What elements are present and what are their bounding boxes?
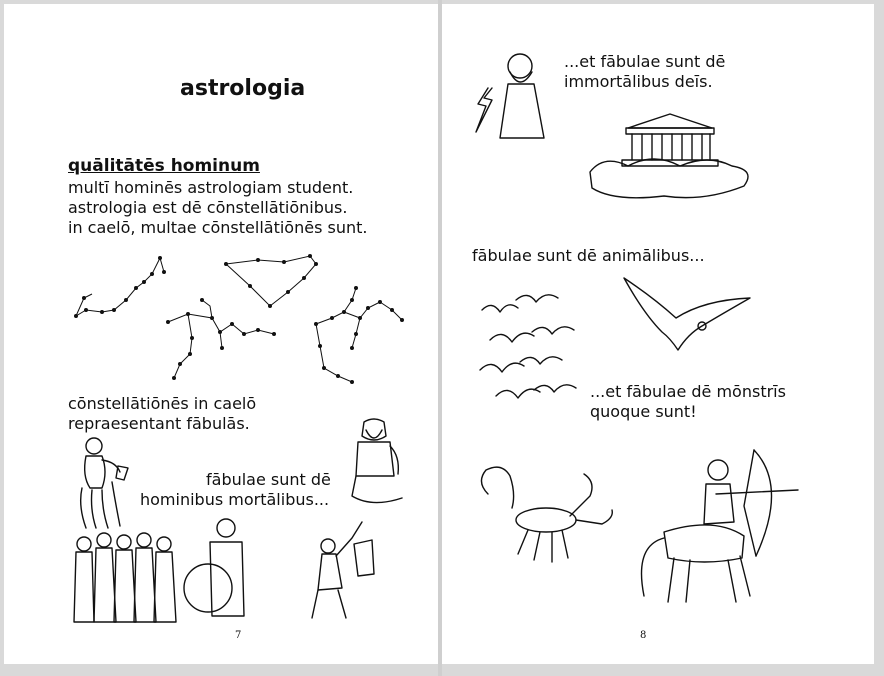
water-bearer-icon: [72, 436, 132, 532]
warrior-with-club-icon: [302, 518, 386, 622]
group-of-women-icon: [70, 530, 180, 626]
intro-line-1: multī hominēs astrologiam student.: [68, 178, 354, 197]
mortal-line-2: hominibus mortālibus...: [140, 490, 330, 509]
centaur-archer-icon: [624, 446, 802, 606]
page-title: astrologia: [180, 76, 306, 101]
right-page: [442, 4, 874, 664]
page-number-right: 8: [640, 630, 647, 641]
eagle-icon: [614, 274, 758, 364]
sagittarius-constellation-icon: [308, 282, 408, 386]
scorpius-constellation-icon: [64, 254, 174, 334]
intro-line-2: astrologia est dē cōnstellātiōnibus.: [68, 198, 348, 217]
hercules-constellation-icon: [162, 298, 292, 382]
page-number-left: 7: [235, 630, 242, 641]
zeus-with-lightning-icon: [474, 48, 554, 148]
scorpion-icon: [472, 460, 620, 570]
left-page: [4, 4, 438, 664]
flock-of-birds-icon: [476, 284, 588, 422]
represent-line-2: repraesentant fābulās.: [68, 414, 250, 433]
man-with-shield-icon: [182, 516, 262, 622]
hercules-figure-icon: [342, 416, 406, 512]
immortal-line-2: immortālibus deīs.: [564, 72, 713, 91]
intro-line-3: in caelō, multae cōnstellātiōnēs sunt.: [68, 218, 368, 237]
section-subheading: quālitātēs hominum: [68, 156, 260, 176]
monster-line-2: quoque sunt!: [590, 402, 697, 421]
represent-line-1: cōnstellātiōnēs in caelō: [68, 394, 257, 413]
mortal-line-1: fābulae sunt dē: [206, 470, 331, 489]
monster-line-1: ...et fābulae dē mōnstrīs: [590, 382, 786, 401]
animal-line: fābulae sunt dē animālibus...: [472, 246, 705, 265]
temple-on-clouds-icon: [584, 110, 756, 202]
immortal-line-1: ...et fābulae sunt dē: [564, 52, 726, 71]
